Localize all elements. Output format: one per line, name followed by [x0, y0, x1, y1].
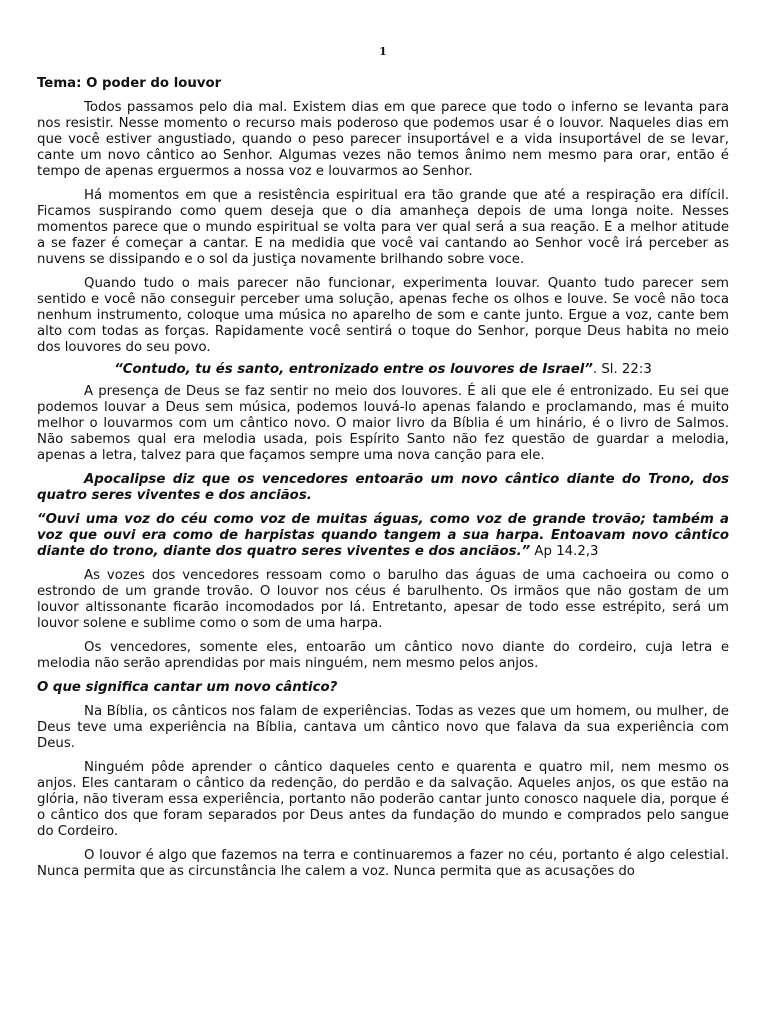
paragraph-3: Quando tudo o mais parecer não funcionar, experimenta louvar. Quanto tudo parecer sem sentido e você não conseguir perceber uma solução, apenas feche os olhos e louve. Se você não toca nenhum instrumento, coloque uma música no aparelho de som e cante junto. Ergue a voz, cante bem alto com todas as forças. Rapidamente você sentirá o toque do Senhor, porque Deus habita no meio dos louvores do seu povo.	[37, 276, 729, 355]
paragraph-7: Os vencedores, somente eles, entoarão um cântico novo diante do cordeiro, cuja letra e melodia não serão aprendidas por mais ninguém, nem mesmo pelos anjos.	[37, 640, 729, 671]
document-title: Tema: O poder do louvor	[37, 76, 222, 91]
paragraph-4: A presença de Deus se faz sentir no meio dos louvores. É ali que ele é entronizado. Eu sei que podemos louvar a Deus sem música, podemos louvá-lo apenas falando e proclamando, mas é muito melhor o louvarmos com um cântico novo. O maior livro da Bíblia é um hinário, é o livro de Salmos. Não sabemos qual era melodia usada, pois Espírito Santo não fez questão de guardar a melodia, apenas a letra, talvez para que façamos sempre uma nova canção para ele.	[37, 384, 729, 463]
paragraph-10: O louvor é algo que fazemos na terra e continuaremos a fazer no céu, portanto é algo celestial. Nunca permita que as circunstância lhe calem a voz. Nunca permita que as acusações do	[37, 848, 729, 879]
page-number: 1	[379, 45, 387, 58]
scripture-quote-1-ref: . Sl. 22:3	[592, 362, 652, 377]
scripture-quote-1	[37, 362, 729, 378]
paragraph-8: Na Bíblia, os cânticos nos falam de experiências. Todas as vezes que um homem, ou mulher, de Deus teve uma experiência na Bíblia, cantava um cântico novo que falava da sua experiência com Deus.	[37, 704, 729, 751]
document-page	[37, 0, 729, 1024]
scripture-quote-1-text: “Contudo, tu és santo, entronizado entre os louvores de Israel”	[114, 362, 593, 377]
document-body	[37, 76, 729, 888]
paragraph-6: As vozes dos vencedores ressoam como o barulho das águas de uma cachoeira ou como o estrondo de um grande trovão. O louvor nos céus é barulhento. Os irmãos que não gostam de um louvor altissonante ficarão incomodados por lá. Entretanto, apesar de todo esse estrépito, será um louvor solene e sublime como o som de uma harpa.	[37, 568, 729, 631]
scripture-quote-2-text: “Ouvi uma voz do céu como voz de muitas águas, como voz de grande trovão; também a voz que ouvi era como de harpistas quando tangem a sua harpa. Entoavam novo cântico diante do trono, diante dos quatro seres viventes e dos anciãos.”	[37, 512, 729, 559]
scripture-quote-2	[37, 512, 729, 560]
paragraph-9: Ninguém pôde aprender o cântico daqueles cento e quarenta e quatro mil, nem mesmo os anjos. Eles cantaram o cântico da redenção, do perdão e da salvação. Aqueles anjos, os que estão na glória, não tiveram essa experiência, portanto não poderão cantar junto conosco naquele dia, porque é o cântico dos que foram separados por Deus antes da fundação do mundo e comprados pelo sangue do Cordeiro.	[37, 760, 729, 839]
scripture-quote-2-ref: Ap 14.2,3	[530, 544, 599, 559]
section-heading: O que significa cantar um novo cântico?	[37, 680, 338, 695]
paragraph-1: Todos passamos pelo dia mal. Existem dias em que parece que todo o inferno se levanta para nos resistir. Nesse momento o recurso mais poderoso que podemos usar é o louvor. Naqueles dias em que você estiver angustiado, quando o peso parecer insuportável e a vida insuportável de se levar, cante um novo cântico ao Senhor. Algumas vezes não temos ânimo nem mesmo para orar, então é tempo de apenas erguermos a nossa voz e louvarmos ao Senhor.	[37, 100, 729, 179]
paragraph-2: Há momentos em que a resistência espiritual era tão grande que até a respiração era difícil. Ficamos suspirando como quem deseja que o dia amanheça depois de uma longa noite. Nesses momentos parece que o mundo espiritual se volta para ver qual será a sua reação. E a melhor atitude a se fazer é começar a cantar. E na medidia que você vai cantando ao Senhor você irá perceber as nuvens se dissipando e o sol da justiça novamente brilhando sobre voce.	[37, 188, 729, 267]
paragraph-5: Apocalipse diz que os vencedores entoarão um novo cântico diante do Trono, dos quatro seres viventes e dos anciãos.	[37, 472, 729, 503]
